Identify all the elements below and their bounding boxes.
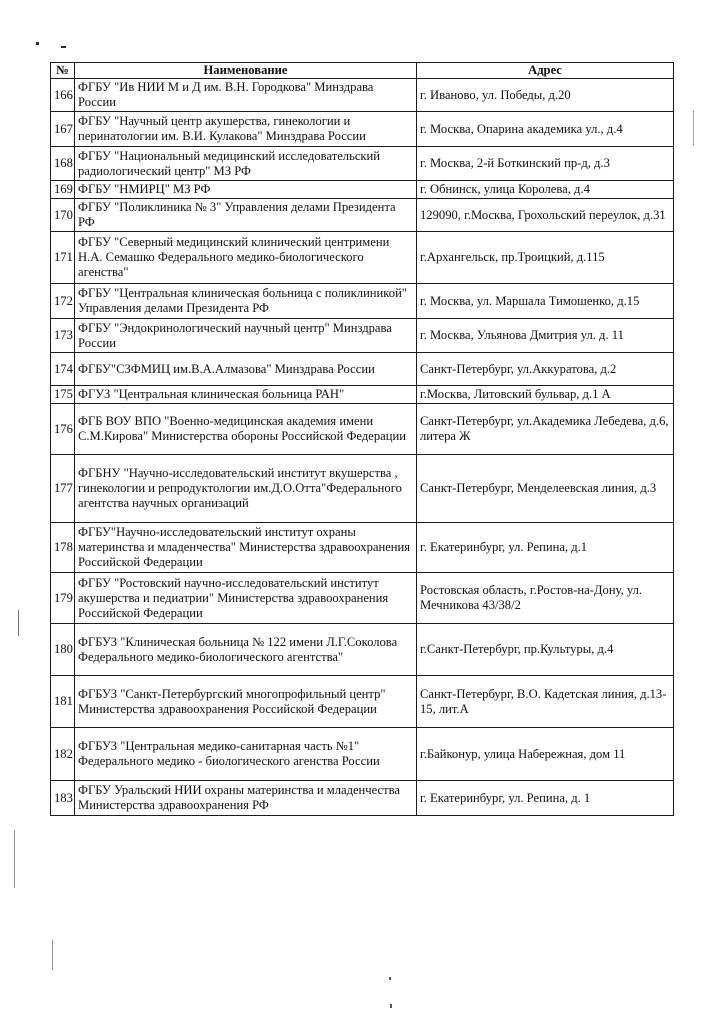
institution-address: г. Екатеринбург, ул. Репина, д. 1	[417, 781, 674, 816]
column-header-name: Наименование	[75, 63, 417, 79]
row-number: 174	[51, 353, 75, 386]
table-row	[51, 728, 674, 781]
row-number: 172	[51, 284, 75, 319]
institution-name: ФГБНУ "Научно-исследовательский институт вкушерства , гинекологии и репродуктологии им.Д.О.Отта"Федерального агентства научных организаций	[75, 455, 417, 523]
table-row	[51, 147, 674, 181]
institution-address: г.Архангельск, пр.Троицкий, д.115	[417, 232, 674, 284]
institution-name: ФГБУ "Ростовский научно-исследовательский институт акушерства и педиатрии" Министерства здравоохранения Российской Федерации	[75, 573, 417, 624]
table-row	[51, 181, 674, 199]
institution-address: Санкт-Петербург, ул.Академика Лебедева, д.6, литера Ж	[417, 404, 674, 455]
row-number: 182	[51, 728, 75, 781]
scan-edge-mark	[693, 110, 694, 146]
institutions-table	[50, 62, 674, 816]
scan-edge-mark	[18, 610, 19, 636]
table-row	[51, 676, 674, 728]
table-row	[51, 404, 674, 455]
row-number: 183	[51, 781, 75, 816]
scan-speck	[389, 977, 391, 980]
scan-speck	[61, 46, 66, 48]
scan-edge-mark	[14, 830, 15, 888]
row-number: 167	[51, 112, 75, 147]
institution-name: ФГБУ "Научный центр акушерства, гинекологии и перинатологии им. В.И. Кулакова" Минздрава России	[75, 112, 417, 147]
institution-name: ФГБУ "Северный медицинский клинический центримени Н.А. Семашко Федерального медико-биологического агенства"	[75, 232, 417, 284]
institution-name: ФГБУ "Центральная клиническая больница с поликлиникой" Управления делами Президента РФ	[75, 284, 417, 319]
institution-address: г. Москва, Ульянова Дмитрия ул. д. 11	[417, 319, 674, 353]
institution-address: Санкт-Петербург, Менделеевская линия, д.3	[417, 455, 674, 523]
scan-speck	[390, 1004, 392, 1008]
institution-address: г. Екатеринбург, ул. Репина, д.1	[417, 523, 674, 573]
institution-address: г. Москва, 2-й Боткинский пр-д, д.3	[417, 147, 674, 181]
column-header-address: Адрес	[417, 63, 674, 79]
row-number: 175	[51, 386, 75, 404]
institution-address: 129090, г.Москва, Грохольский переулок, д.31	[417, 199, 674, 232]
institution-name: ФГБУ"Научно-исследовательский институт охраны материнства и младенчества" Министерства здравоохранения Российской Федерации	[75, 523, 417, 573]
table-row	[51, 112, 674, 147]
institution-address: г. Москва, Опарина академика ул., д.4	[417, 112, 674, 147]
row-number: 177	[51, 455, 75, 523]
institution-address: г. Обнинск, улица Королева, д.4	[417, 181, 674, 199]
row-number: 179	[51, 573, 75, 624]
row-number: 166	[51, 79, 75, 112]
institution-name: ФГБУ "Поликлиника № 3" Управления делами Президента РФ	[75, 199, 417, 232]
institution-address: г.Байконур, улица Набережная, дом 11	[417, 728, 674, 781]
row-number: 168	[51, 147, 75, 181]
institution-name: ФГБ ВОУ ВПО "Военно-медицинская академия имени С.М.Кирова" Министерства обороны Российской Федерации	[75, 404, 417, 455]
row-number: 180	[51, 624, 75, 676]
institution-name: ФГБУЗ "Центральная медико-санитарная часть №1" Федерального медико - биологического агенства России	[75, 728, 417, 781]
table-row	[51, 523, 674, 573]
row-number: 176	[51, 404, 75, 455]
table-row	[51, 79, 674, 112]
table-row	[51, 386, 674, 404]
institution-address: г.Москва, Литовский бульвар, д.1 А	[417, 386, 674, 404]
institution-name: ФГБУ "Национальный медицинский исследовательский радиологический центр" МЗ РФ	[75, 147, 417, 181]
institution-address: Ростовская область, г.Ростов-на-Дону, ул. Мечникова 43/38/2	[417, 573, 674, 624]
institution-address: г.Санкт-Петербург, пр.Культуры, д.4	[417, 624, 674, 676]
table-row	[51, 353, 674, 386]
row-number: 170	[51, 199, 75, 232]
institution-name: ФГУЗ "Центральная клиническая больница РАН"	[75, 386, 417, 404]
institution-name: ФГБУ Уральский НИИ охраны материнства и младенчества Министерства здравоохранения РФ	[75, 781, 417, 816]
row-number: 169	[51, 181, 75, 199]
table-header-row	[51, 63, 674, 79]
table-row	[51, 624, 674, 676]
institution-name: ФГБУ "Эндокринологический научный центр" Минздрава России	[75, 319, 417, 353]
institution-address: г. Москва, ул. Маршала Тимошенко, д.15	[417, 284, 674, 319]
table-row	[51, 199, 674, 232]
institution-address: Санкт-Петербург, ул.Аккуратова, д.2	[417, 353, 674, 386]
table-row	[51, 573, 674, 624]
scan-speck	[36, 42, 39, 45]
table-row	[51, 781, 674, 816]
column-header-number: №	[51, 63, 75, 79]
institution-name: ФГБУ "НМИРЦ" МЗ РФ	[75, 181, 417, 199]
table-row	[51, 455, 674, 523]
institution-address: Санкт-Петербург, В.О. Кадетская линия, д.13-15, лит.А	[417, 676, 674, 728]
row-number: 173	[51, 319, 75, 353]
institution-name: ФГБУ"СЗФМИЦ им.В.А.Алмазова" Минздрава России	[75, 353, 417, 386]
scan-edge-mark	[52, 940, 53, 970]
institution-name: ФГБУЗ "Санкт-Петербургский многопрофильный центр" Министерства здравоохранения Российской Федерации	[75, 676, 417, 728]
institution-name: ФГБУ "Ив НИИ М и Д им. В.Н. Городкова" Минздрава России	[75, 79, 417, 112]
table-row	[51, 284, 674, 319]
row-number: 181	[51, 676, 75, 728]
table-row	[51, 232, 674, 284]
institution-address: г. Иваново, ул. Победы, д.20	[417, 79, 674, 112]
table-row	[51, 319, 674, 353]
row-number: 171	[51, 232, 75, 284]
institution-name: ФГБУЗ "Клиническая больница № 122 имени Л.Г.Соколова Федерального медико-биологического агентства"	[75, 624, 417, 676]
row-number: 178	[51, 523, 75, 573]
